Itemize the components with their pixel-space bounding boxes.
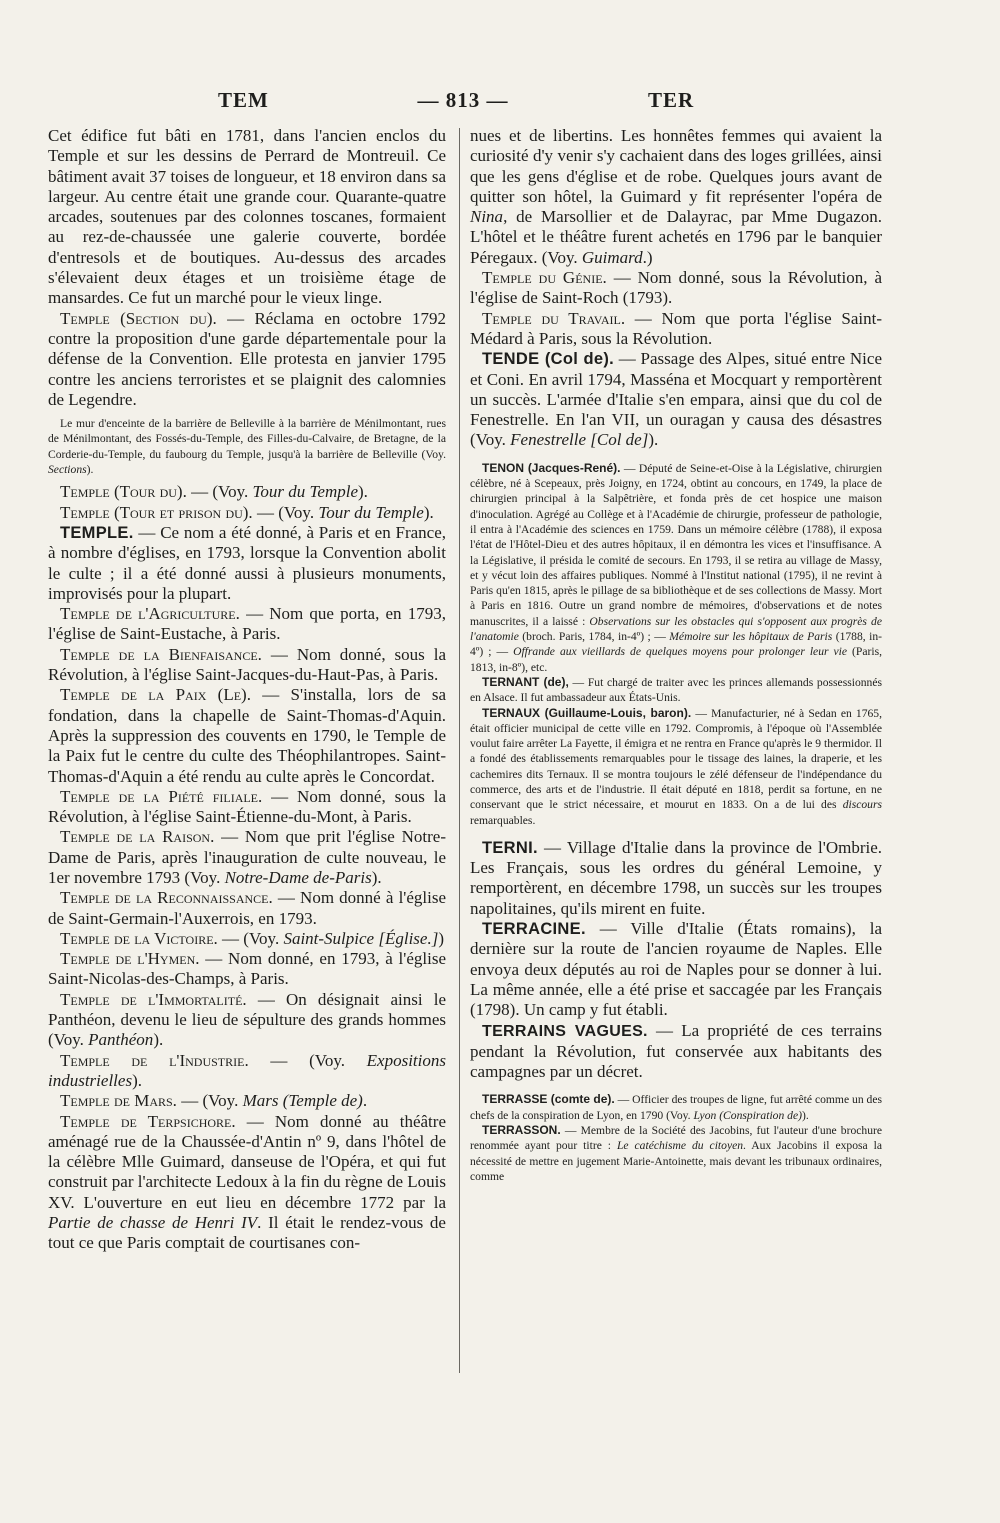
entry-text: — Nom donné à l'église de Saint-Germain-l'Auxerrois, en 1793. xyxy=(48,888,447,928)
entry-headword: TERNANT (de), xyxy=(482,674,569,689)
entry-headword: Temple de la Raison. xyxy=(60,827,215,847)
entry-terrasson xyxy=(470,1123,882,1184)
entry-terracine xyxy=(470,919,882,1020)
entry-headword: TERRACINE. xyxy=(482,920,586,939)
entry-headword: Temple de Mars. xyxy=(60,1091,177,1111)
entry-text: — On désignait ainsi le Panthéon, devenu le lieu de sépulture des grands hommes (Voy. xyxy=(48,989,446,1050)
entry-text: — Manufacturier, né à Sedan en 1765, était officier municipal de cette ville en 1792. Compromis, à l'époque où l'Assemblée voulut faire arrêter La Fayette, il émigra et ne rentra en France qu'après le 9 thermidor. Il a fondé des établissements remarquables pour le tissage des laines, la draperie, et les cachemires dits Ternaux. Il se montra toujours le zélé défenseur de l'indépendance du commerce, des arts et de l'industrie. Il était député en 1818, perdit sa fortune, en ne conservant que le strict nécessaire, et mourut en 1833. On a de lui des xyxy=(470,706,882,812)
cross-ref: Observations sur les obstacles qui s'opposent aux progrès de l'anatomie xyxy=(470,614,883,644)
entry-temple-genie xyxy=(470,268,882,309)
cross-ref: Expositions industrielles xyxy=(48,1050,446,1090)
entry-headword: TEMPLE. xyxy=(60,523,134,542)
cross-ref: Saint-Sulpice [Église.] xyxy=(283,928,439,948)
entry-text: — Réclama en octobre 1792 contre la proposition d'une garde départementale pour la défense de la Convention. Elle protesta en janvier 1795 contre les anciens terroristes et se plaignit des calomnies de Legendre. xyxy=(48,308,446,409)
cross-ref: Tour du Temple xyxy=(252,482,358,502)
running-head xyxy=(0,88,1000,118)
entry-text: — Député de Seine-et-Oise à la Législative, chirurgien célèbre, né à Scepeaux, près Joigny, en 1724, obtint au concours, en 1749, la place de chirurgien principal à la Salpêtrière, et fonda près de cet hospice une maison d'inoculation. Agrégé au Collège et à l'Académie de chirurgie, professeur de pathologie, il entra à l'Académie des sciences en 1759. Dans un mémoire célèbre (1788), il exposa l'état de l'Hôtel-Dieu et des autres hôpitaux, il en démontra les vices et l'insuffisance. A la Législative, il présida le comité de secours. En 1793, il se retira au village de Massy, et y vécut loin des affaires publiques. Nommé à l'Institut national (1795), il ne revint à Paris qu'en 1815, après le pillage de sa bibliothèque et de ses collections de Massy. Mort à Paris en 1816. Outre un grand nombre de mémoires, d'observations et de notes manuscrites, il a laissé : xyxy=(470,461,883,628)
left-column xyxy=(48,126,446,1254)
entry-text-end: ). xyxy=(648,430,659,450)
entry-text: — S'installa, lors de sa fondation, dans la chapelle de Saint-Thomas-d'Aquin. Après la suppression des couvents en 1790, le Temple de la Paix fut le centre du culte des Théophilantropes. Saint-Thomas-d'Aquin a été rendu au culte après le Concordat. xyxy=(48,685,447,786)
entry-temple-bienfaisance xyxy=(48,645,446,686)
entry-temple-prison xyxy=(48,503,446,523)
running-head-right: TER xyxy=(648,88,695,112)
entry-temple-section xyxy=(48,309,446,410)
cross-ref: Lyon (Conspiration de) xyxy=(693,1108,802,1122)
note-text: Le mur d'enceinte de la barrière de Belleville à la barrière de Ménilmontant, rues de Ménilmontant, des Fossés-du-Temple, des Filles-du-Calvaire, de Bretagne, de la Corderie-du-Temple, du faubourg du Temple, jusqu'à la barrière de Belleville (Voy. xyxy=(48,417,446,461)
cross-ref: Mémoire sur les hôpitaux de Paris xyxy=(669,630,833,644)
continued-paragraph: Cet édifice fut bâti en 1781, dans l'ancien enclos du Temple et sur les dessins de Perrard de Montreuil. Ce bâtiment avait 37 toises de longueur, et 18 environ dans sa largeur. Au centre était une grande cour. Quarante-quatre arcades, soutenues par des colonnes toscanes, formaient au rez-de-chaussée une galerie couverte, bordée d'entresols et de boutiques. Au-dessus des arcades s'élevaient deux étages et un troisième étage de mansardes. Ce fut un marché pour le vieux linge. xyxy=(48,126,446,308)
entry-text-end: ) xyxy=(438,928,444,948)
entry-text: — (Voy. xyxy=(186,482,253,502)
entry-text: — Village d'Italie dans la province de l'Ombrie. Les Français, sous les ordres du général Lemoine, y remportèrent, en décembre 1798, un succès sur les troupes napolitaines, qu'ils mirent en fuite. xyxy=(470,837,882,918)
entry-headword: TENDE (Col de). xyxy=(482,350,615,369)
entry-text-end: (Paris, 1813, in-8º), etc. xyxy=(470,645,882,674)
cross-ref: Fenestrelle [Col de] xyxy=(510,430,649,450)
entry-text: — Passage des Alpes, situé entre Nice et Coni. En avril 1794, Masséna et Mocquart y remportèrent un succès. L'armée d'Italie s'en empara, ainsi que du col de Fenestrelle. En l'an VII, un ouragan y causa des désastres (Voy. xyxy=(470,349,882,450)
entry-terrains-vagues xyxy=(470,1021,882,1083)
cross-ref: Panthéon xyxy=(88,1030,154,1050)
cross-ref: Offrande aux vieillards de quelques moyens pour prolonger leur vie xyxy=(513,645,848,659)
entry-headword: Temple de Terpsichore. xyxy=(60,1111,236,1131)
entry-temple-hymen xyxy=(48,949,446,990)
entry-text: — (Voy. xyxy=(217,928,284,948)
entry-tende xyxy=(470,349,882,450)
cross-ref: Guimard xyxy=(581,247,643,267)
entry-text: — Ce nom a été donné, à Paris et en France, à nombre d'églises, en 1793, lorsque la Convention abolit le culte ; il a été donné aussi à plusieurs monuments, improvisés pour la plupart. xyxy=(48,522,446,603)
note-cross-ref: Sections xyxy=(48,463,87,477)
entry-temple-immortalite xyxy=(48,990,446,1051)
entry-headword: Temple de la Paix (Le). xyxy=(60,685,251,705)
entry-headword: Temple de la Victoire. xyxy=(60,928,218,948)
entry-text-end: ). xyxy=(358,482,368,502)
cross-ref: Nina xyxy=(470,207,504,227)
entry-temple-industrie xyxy=(48,1051,446,1092)
right-column xyxy=(470,126,882,1188)
entry-ternaux xyxy=(470,706,882,828)
entry-temple xyxy=(48,523,446,604)
entry-text: — La propriété de ces terrains pendant la Révolution, fut conservée aux habitants des campagnes par un décret. xyxy=(470,1020,882,1082)
page-number: — 813 — xyxy=(417,88,509,112)
entry-text-end: ). xyxy=(371,867,382,887)
entry-headword: Temple de l'Immortalité. xyxy=(60,989,247,1009)
entry-headword: Temple de l'Industrie. xyxy=(60,1050,249,1070)
entry-headword: TERNI. xyxy=(482,838,538,857)
entry-text-end: . Aux Jacobins il exposa la nécessité de mettre en jugement Marie-Antoinette, mais devant les tribunaux ordinaires, comme xyxy=(470,1139,882,1183)
entry-text: — (Voy. xyxy=(176,1091,243,1111)
entry-headword: TERRASSON. xyxy=(482,1123,561,1138)
entry-temple-raison xyxy=(48,827,446,888)
entry-tenon xyxy=(470,461,882,675)
small-entries-bottom xyxy=(470,1092,882,1184)
entry-temple-terpsichore xyxy=(48,1112,446,1254)
entry-headword: TERRAINS VAGUES. xyxy=(482,1022,648,1040)
entry-text: — Nom donné, sous la Révolution, à l'église de Saint-Roch (1793). xyxy=(470,268,882,308)
entry-temple-tour xyxy=(48,482,446,502)
entry-headword: Temple de l'Agriculture. xyxy=(60,604,240,624)
entry-headword: Temple du Travail. xyxy=(482,308,626,328)
entry-headword: TERNAUX (Guillaume-Louis, baron). xyxy=(482,705,692,720)
cross-ref: Notre-Dame de-Paris xyxy=(224,867,372,887)
entry-text: — (Voy. xyxy=(248,1050,367,1070)
entry-headword: TERRASSE (comte de). xyxy=(482,1092,615,1107)
entry-headword: Temple (Tour et prison du). xyxy=(60,502,253,522)
entry-text: — Nom donné, sous la Révolution, à l'église Saint-Étienne-du-Mont, à Paris. xyxy=(48,786,446,827)
small-entries xyxy=(470,461,882,828)
note-text-end: ). xyxy=(86,463,94,477)
entry-text: (broch. Paris, 1784, in-4º) ; — xyxy=(518,630,670,644)
entry-text: — Nom donné, sous la Révolution, à l'église Saint-Jacques-du-Haut-Pas, à Paris. xyxy=(48,644,446,685)
entry-text: — Nom que porta, en 1793, l'église de Saint-Eustache, à Paris. xyxy=(48,604,446,644)
entry-ternant xyxy=(470,675,882,706)
entry-temple-travail xyxy=(470,309,882,350)
entry-terni xyxy=(470,838,882,919)
entry-headword: Temple de la Piété filiale. xyxy=(60,786,263,806)
cross-ref: Tour du Temple xyxy=(318,502,424,522)
entry-text: — Nom que prit l'église Notre-Dame de Paris, après l'inauguration de culte nouveau, le 1er novembre 1793 (Voy. xyxy=(48,827,446,887)
entry-text: nues et de libertins. Les honnêtes femmes qui avaient la curiosité d'y venir s'y cachaient dans des loges grillées, ainsi que les gens d'église et de robe. Quelques jours avant de quitter son hôtel, la Guimard y fit représenter l'opéra de xyxy=(470,126,882,206)
column-divider xyxy=(459,128,460,1373)
entry-text-end: remarquables. xyxy=(470,813,536,827)
entry-text: — (Voy. xyxy=(252,502,319,522)
cross-ref: Partie de chasse de Henri IV xyxy=(48,1213,258,1233)
entry-text: — Nom donné, en 1793, à l'église Saint-Nicolas-des-Champs, à Paris. xyxy=(48,949,446,989)
entry-text: , de Marsollier et de Dalayrac, par Mme Dugazon. L'hôtel et le théâtre furent achetés en 1796 par le banquier Péregaux. (Voy. xyxy=(470,207,882,267)
entry-headword: Temple de l'Hymen. xyxy=(60,949,200,969)
entry-headword: Temple de la Bienfaisance. xyxy=(60,644,262,664)
entry-headword: Temple de la Reconnaissance. xyxy=(60,888,273,908)
continued-paragraph xyxy=(470,126,882,268)
entry-text-end: . xyxy=(362,1091,368,1111)
cross-ref: discours xyxy=(842,798,882,812)
entry-temple-mars xyxy=(48,1091,446,1111)
entry-headword: Temple (Section du). xyxy=(60,308,217,328)
entry-text-end: ). xyxy=(153,1030,164,1050)
entry-temple-piete xyxy=(48,787,446,828)
entry-temple-victoire xyxy=(48,929,446,949)
entry-text: — Membre de la Société des Jacobins, fut l'auteur d'une brochure renommée ayant pour titre : xyxy=(470,1124,882,1153)
entry-text-end: .) xyxy=(642,247,653,267)
entry-text-end: ). xyxy=(423,502,434,522)
small-note xyxy=(48,416,446,477)
entry-temple-paix xyxy=(48,685,446,786)
cross-ref: Mars (Temple de) xyxy=(242,1091,363,1111)
entry-terrasse xyxy=(470,1092,882,1123)
entry-text-end: ). xyxy=(132,1070,142,1090)
entry-headword: TENON (Jacques-René). xyxy=(482,460,621,475)
running-head-left: TEM xyxy=(218,88,269,112)
entry-text: — Nom donné au théâtre aménagé rue de la Chaussée-d'Antin nº 9, dans l'hôtel de la célèbre Mlle Guimard, danseuse de l'Opéra, et qui fut construit par l'architecte Ledoux à la fin du règne de Louis XV. L'ouverture en eut lieu en décembre 1772 par la xyxy=(48,1111,446,1212)
entry-text-end: . Il était le rendez-vous de tout ce que Paris comptait de courtisanes con- xyxy=(48,1213,446,1253)
entry-text: — Officier des troupes de ligne, fut arrêté comme un des chefs de la conspiration de Lyon, en 1790 (Voy. xyxy=(470,1093,882,1122)
entry-text: — Nom que porta l'église Saint-Médard à Paris, sous la Révolution. xyxy=(470,308,882,348)
entry-text: (1788, in-4º) ; — xyxy=(470,630,882,659)
entry-text: — Ville d'Italie (États romains), la dernière sur la route de l'ancien royaume de Naples. Elle envoya deux députés au roi de Naples pour se donner à lui. La même année, elle a été prise et saccagée par les Français (1798). Un camp y fut établi. xyxy=(470,919,882,1020)
entry-headword: Temple du Génie. xyxy=(482,268,607,288)
entry-headword: Temple (Tour du). xyxy=(60,482,187,502)
entry-text-end: ). xyxy=(801,1108,809,1122)
entry-temple-agriculture xyxy=(48,604,446,645)
cross-ref: Le catéchisme du citoyen xyxy=(616,1139,744,1153)
entry-text: — Fut chargé de traiter avec les princes allemands possessionnés en Alsace. Il fut ambassadeur aux États-Unis. xyxy=(470,675,882,705)
entry-temple-reconnaissance xyxy=(48,888,446,929)
